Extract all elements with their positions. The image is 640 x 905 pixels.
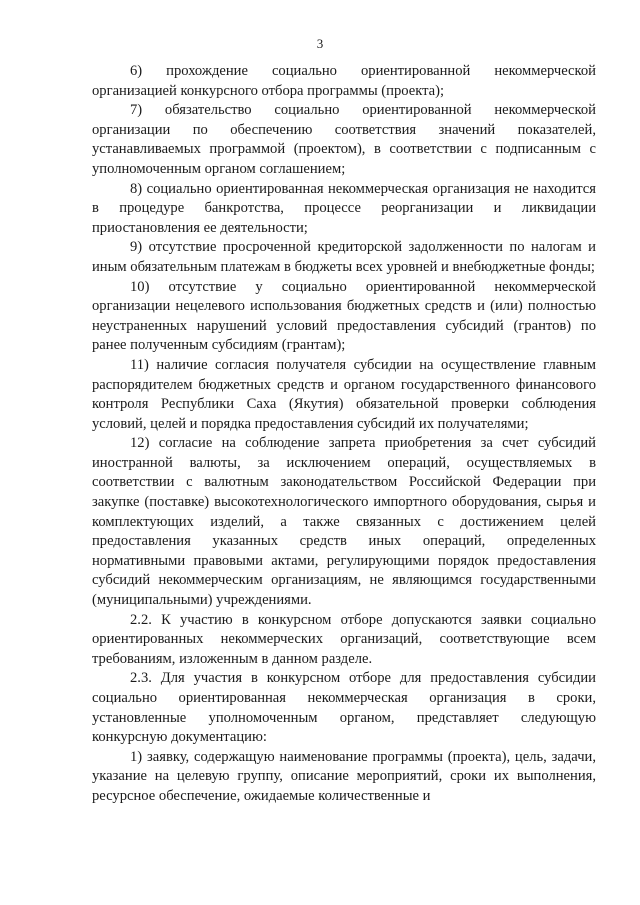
paragraph-item-9: 9) отсутствие просроченной кредиторской задолженности по налогам и иным обязательным платежам в бюджеты всех уровней и внебюджетные фонды; bbox=[92, 239, 596, 275]
paragraph-item-7: 7) обязательство социально ориентированной некоммерческой организации по обеспечению соответствия значений показателей, устанавливаемых программой (проектом), в соответствии с подписанным с уполномоченным органом соглашением; bbox=[92, 102, 596, 177]
page-number: 3 bbox=[316, 36, 324, 51]
paragraph-section-2-2: 2.2. К участию в конкурсном отборе допускаются заявки социально ориентированных некоммерческих организаций, соответствующие всем требованиям, изложенным в данном разделе. bbox=[92, 611, 596, 667]
paragraph-doc-item-1: 1) заявку, содержащую наименование программы (проекта), цель, задачи, указание на целевую группу, описание мероприятий, сроки их выполнения, ресурсное обеспечение, ожидаемые количественные и bbox=[92, 748, 596, 804]
paragraph-item-6: 6) прохождение социально ориентированной некоммерческой организацией конкурсного отбора программы (проекта); bbox=[92, 63, 596, 99]
paragraph-section-2-3: 2.3. Для участия в конкурсном отборе для предоставления субсидии социально ориентированная некоммерческая организация в сроки, установленные уполномоченным органом, представляет следующую конкурсную документацию: bbox=[92, 670, 596, 746]
paragraph-item-8: 8) социально ориентированная некоммерческая организация не находится в процедуре банкротства, процессе реорганизации и ликвидации приостановления ее деятельности; bbox=[92, 180, 596, 236]
document-body bbox=[92, 62, 596, 807]
paragraph-item-11: 11) наличие согласия получателя субсидии на осуществление главным распорядителем бюджетных средств и органом государственного финансового контроля Республики Саха (Якутия) обязательной проверки соблюдения условий, целей и порядка предоставления субсидий их получателями; bbox=[92, 356, 596, 432]
paragraph-item-12: 12) согласие на соблюдение запрета приобретения за счет субсидий иностранной валюты, за исключением операций, осуществляемых в соответствии с валютным законодательством Российской Федерации при закупке (поставке) высокотехнологического импортного оборудования, сырья и комплектующих изделий, а также связанных с достижением целей предоставления указанных средств иных операций, определенных нормативными правовыми актами, регулирующими порядок предоставления субсидий некоммерческим организациям, не являющимся государственными (муниципальными) учреждениями. bbox=[92, 435, 596, 609]
paragraph-item-10: 10) отсутствие у социально ориентированной некоммерческой организации нецелевого использования бюджетных средств и (или) полностью неустраненных нарушений условий предоставления субсидий (грантов) по ранее полученным субсидиям (грантам); bbox=[92, 278, 596, 354]
